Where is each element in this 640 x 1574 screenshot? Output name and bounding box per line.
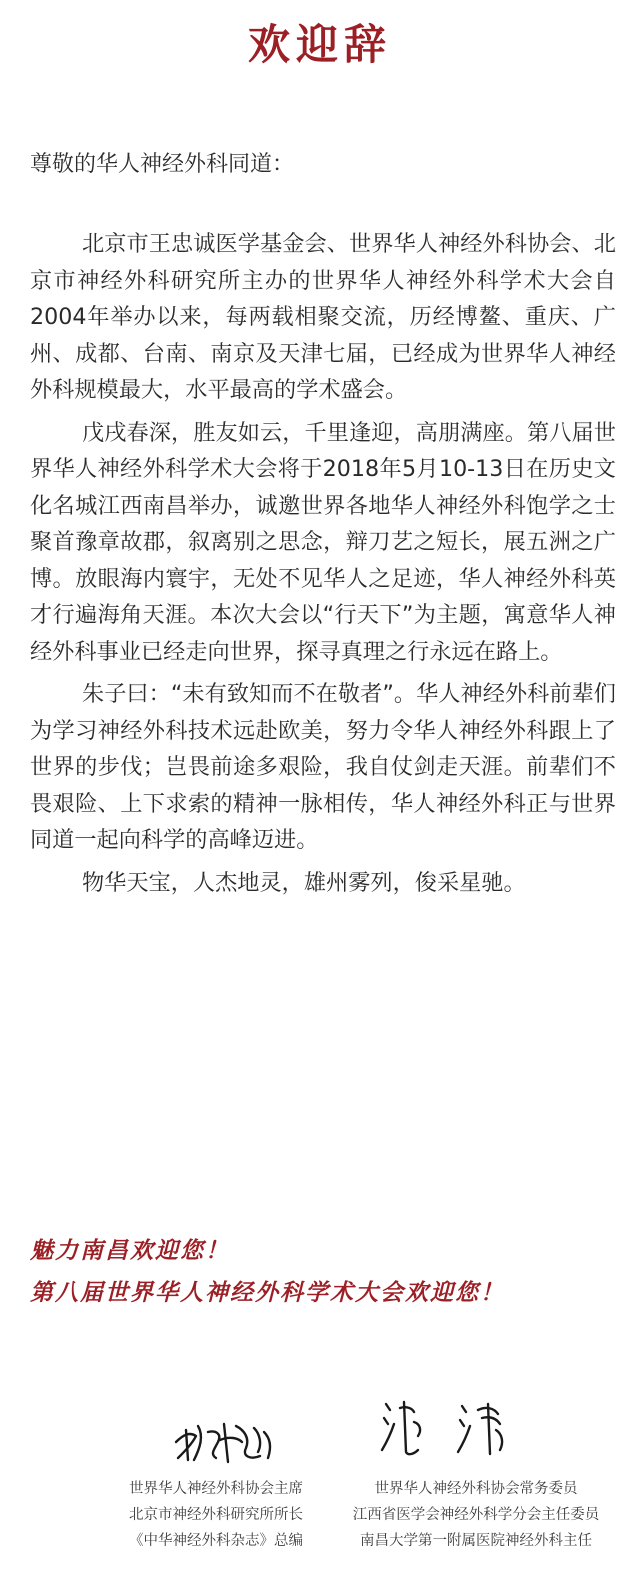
signatory-role: 世界华人神经外科协会主席 (129, 1481, 303, 1497)
slogan-conference: 第八届世界华人神经外科学术大会欢迎您！ (30, 1279, 505, 1306)
signatory-role: 江西省医学会神经外科学分会主任委员 (352, 1507, 600, 1523)
paragraph-invitation: 戊戌春深，胜友如云，千里逢迎，高朋满座。第八届世界华人神经外科学术大会将于2018年5月10-13日在历史文化名城江西南昌举办，诚邀世界各地华人神经外科饱学之士聚首豫章故郡，叙离别之思念，辩刀艺之短长，展五洲之广博。放眼海内寰宇，无处不见华人之足迹，华人神经外科英才行遍海角天涯。本次大会以“行天下”为主题，寓意华人神经外科事业已经走向世界，探寻真理之行永远在路上。 (30, 419, 616, 665)
signatory-role: 《中华神经外科杂志》总编 (129, 1533, 303, 1549)
signatory-role: 世界华人神经外科协会常务委员 (374, 1481, 578, 1497)
paragraph-history: 北京市王忠诚医学基金会、世界华人神经外科协会、北京市神经外科研究所主办的世界华人神经外科学术大会自2004年举办以来，每两载相聚交流，历经博鳌、重庆、广州、成都、台南、南京及天津七届，已经成为世界华人神经外科规模最大，水平最高的学术盛会。 (30, 231, 616, 403)
signatory-role: 北京市神经外科研究所所长 (129, 1507, 303, 1523)
signature-right (378, 1394, 528, 1464)
page-title: 欢迎辞 (247, 20, 392, 69)
slogan-nanchang: 魅力南昌欢迎您！ (30, 1237, 230, 1264)
signatory-role: 南昌大学第一附属医院神经外科主任 (360, 1533, 592, 1549)
signature-left (170, 1412, 280, 1468)
signatory-left-titles (96, 1476, 336, 1554)
slogans (30, 1230, 620, 1314)
salutation: 尊敬的华人神经外科同道： (30, 152, 295, 177)
paragraph-tradition: 朱子曰：“未有致知而不在敬者”。华人神经外科前辈们为学习神经外科技术远赴欧美，努力令华人神经外科跟上了世界的步伐；岂畏前途多艰险，我自仗剑走天涯。前辈们不畏艰险、上下求索的精神一脉相传，华人神经外科正与世界同道一起向科学的高峰迈进。 (30, 681, 616, 853)
signature-area (0, 1390, 640, 1574)
signatory-right-titles (328, 1476, 624, 1554)
paragraph-closing: 物华天宝，人杰地灵，雄州雾列，俊采星驰。 (82, 869, 526, 896)
letter-body (30, 226, 616, 907)
